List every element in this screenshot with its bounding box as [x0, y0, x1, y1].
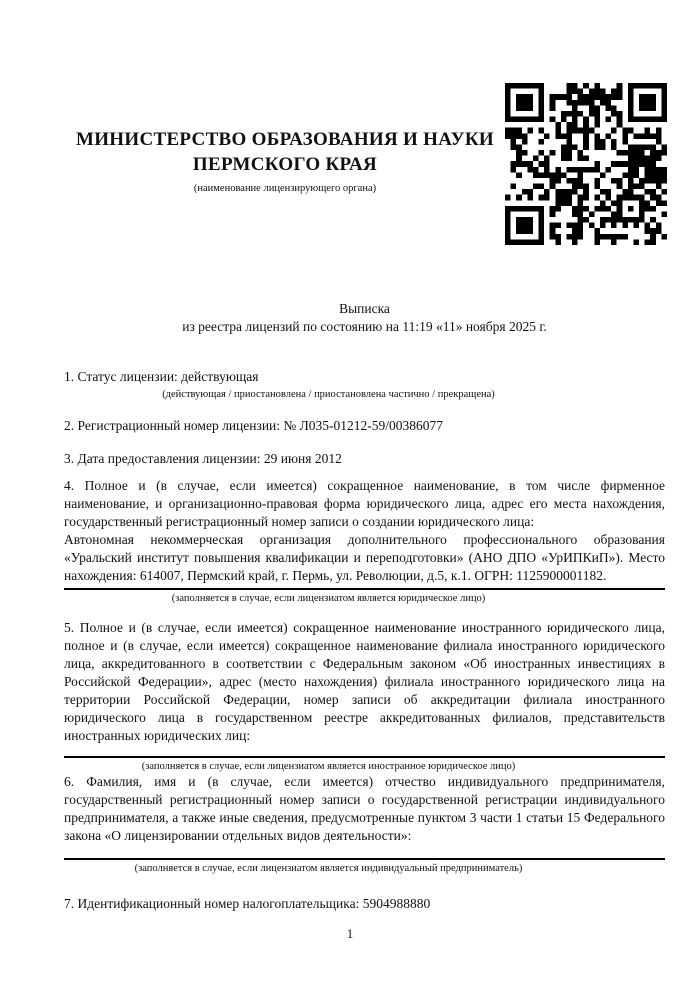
document-title [64, 300, 665, 336]
field-license-status [64, 368, 665, 402]
field-individual-entrepreneur [64, 773, 665, 876]
legal-entity-note: (заполняется в случае, если лицензиатом является юридическое лицо) [171, 593, 486, 604]
qr-code [505, 83, 667, 245]
taxpayer-number-text: 7. Идентификационный номер налогоплательщика: 5904988880 [64, 896, 431, 911]
licensing-authority-header [64, 127, 506, 195]
fill-in-rule [64, 588, 665, 590]
document-title-line2: из реестра лицензий по состоянию на 11:19 «11» ноября 2025 г. [182, 319, 547, 334]
license-status-text: 1. Статус лицензии: действующая [64, 369, 259, 384]
legal-entity-value: Автономная некоммерческая организация дополнительного профессионального образования «Уральский институт повышения квалификации и переподготовки» (АНО ДПО «УрИПКиП»). Место нахождения: 614007, Пермский край, г. Пермь, ул. Революции, д.5, к.1. ОГРН: 1125900001182. [64, 532, 665, 583]
field-grant-date [64, 450, 665, 468]
registration-number-text: 2. Регистрационный номер лицензии: № Л035-01212-59/00386077 [64, 418, 444, 433]
legal-entity-label: 4. Полное и (в случае, если имеется) сокращенное наименование, в том числе фирменное наименование, и организационно-правовая форма юридического лица, адрес его места нахождения, государственный регистрационный номер записи о создании юридического лица: [64, 478, 665, 529]
field-legal-entity [64, 477, 665, 606]
foreign-entity-label: 5. Полное и (в случае, если имеется) сокращенное наименование иностранного юридического лица, полное и (в случае, если имеется) сокращенное наименование филиала иностранного юридического лица, аккредитованного в соответствии с Федеральным законом «Об иностранных инвестициях в Российской Федерации», адрес (место нахождения) филиала иностранного юридического лица на территории Российской Федерации, номер записи об аккредитации филиала иностранного юридического лица в государственном реестре аккредитованных филиалов, представительств иностранных юридических лиц: [64, 620, 665, 743]
fill-in-rule [64, 858, 665, 860]
field-foreign-entity [64, 619, 665, 774]
ministry-name-line1: МИНИСТЕРСТВО ОБРАЗОВАНИЯ И НАУКИ [75, 129, 495, 150]
ministry-caption: (наименование лицензирующего органа) [193, 183, 377, 194]
field-taxpayer-number [64, 895, 665, 913]
fill-in-rule [64, 756, 665, 758]
grant-date-text: 3. Дата предоставления лицензии: 29 июня 2012 [64, 451, 342, 466]
ministry-name-line2: ПЕРМСКОГО КРАЯ [192, 154, 378, 175]
document-title-line1: Выписка [339, 301, 390, 316]
page-number: 1 [346, 926, 354, 941]
license-status-note: (действующая / приостановлена / приостановлена частично / прекращена) [162, 389, 495, 400]
individual-entrepreneur-note: (заполняется в случае, если лицензиатом является индивидуальный предприниматель) [134, 863, 523, 874]
foreign-entity-note: (заполняется в случае, если лицензиатом является иностранное юридическое лицо) [141, 761, 516, 772]
field-registration-number [64, 417, 665, 435]
individual-entrepreneur-label: 6. Фамилия, имя и (в случае, если имеется) отчество индивидуального предпринимателя, государственный регистрационный номер записи о государственной регистрации индивидуального предпринимателя, а также иные сведения, предусмотренные пунктом 3 части 1 статьи 15 Федерального закона «О лицензировании отдельных видов деятельности»: [64, 774, 665, 843]
